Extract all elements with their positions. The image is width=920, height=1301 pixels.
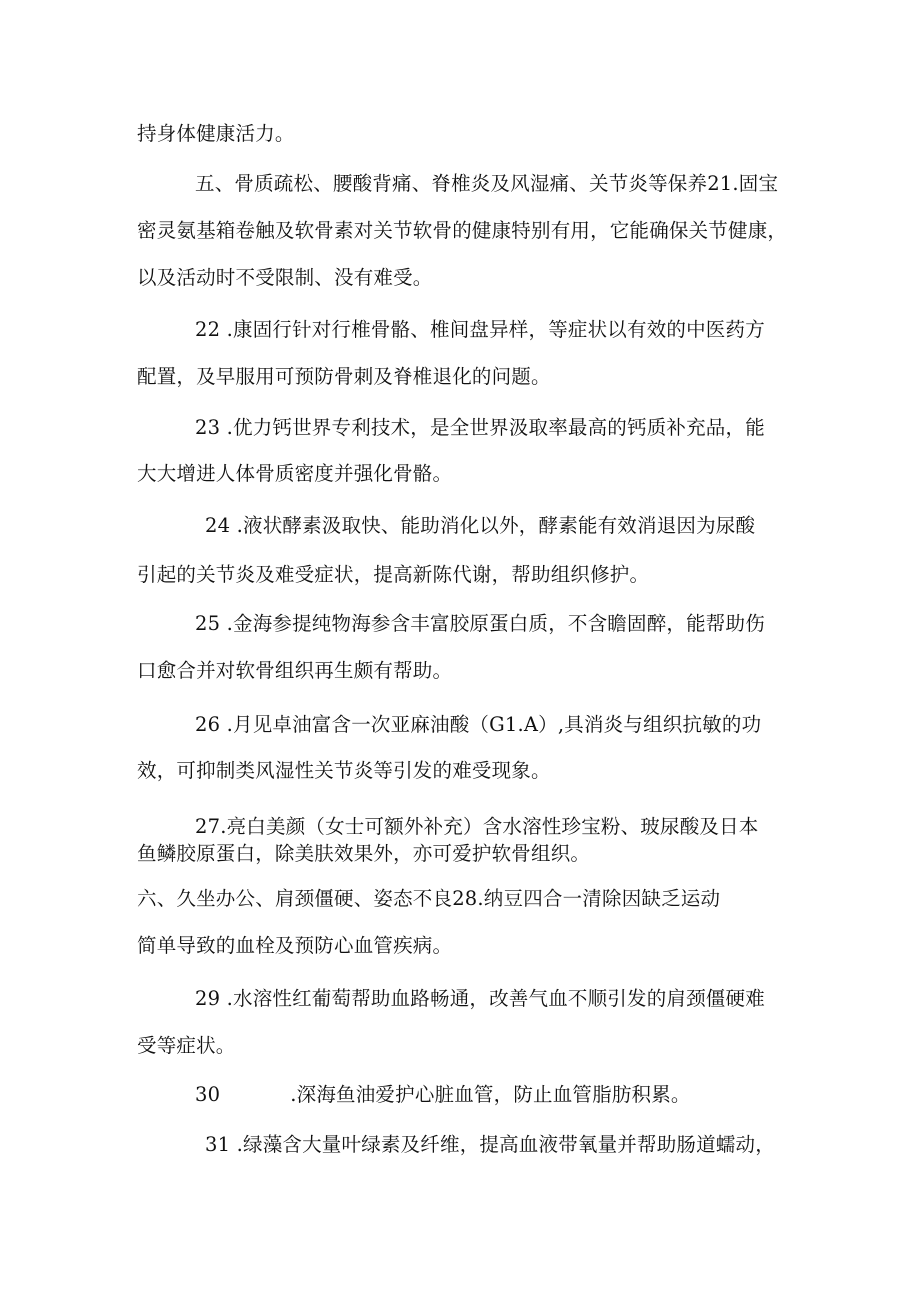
- item-24: 24 .液状酵素汲取快、能助消化以外，酵素能有效消退因为尿酸: [205, 514, 756, 537]
- item-27: 27.亮白美颜（女士可额外补充）含水溶性珍宝粉、玻尿酸及日本: [195, 815, 759, 838]
- item-30-text: .深海鱼油爱护心脏血管，防止血管脂肪积累。: [290, 1083, 691, 1106]
- section-heading-6: 六、久坐办公、肩颈僵硬、姿态不良28.纳豆四合一清除因缺乏运动: [137, 887, 721, 910]
- paragraph-line: 以及活动时不受限制、没有难受。: [137, 266, 433, 289]
- item-22: 22 .康固行针对行椎骨骼、椎间盘异样，等症状以有效的中医药方: [195, 318, 765, 341]
- paragraph-line: 受等症状。: [137, 1034, 236, 1057]
- paragraph-line: 鱼鳞胶原蛋白，除美肤效果外，亦可爱护软骨组织。: [137, 842, 591, 865]
- paragraph-line: 大大增进人体骨质密度并强化骨骼。: [137, 462, 453, 485]
- item-30: [195, 1083, 691, 1107]
- item-26: 26 .月见卓油富含一次亚麻油酸（G1.A）,具消炎与组织抗敏的功: [195, 713, 762, 736]
- paragraph-line: 密灵氨基箱卷触及软骨素对关节软骨的健康特别有用，它能确保关节健康，: [137, 219, 788, 242]
- item-30-number: 30: [195, 1083, 221, 1106]
- paragraph-line: 配置，及早服用可预防骨刺及脊椎退化的问题。: [137, 365, 551, 388]
- item-29: 29 .水溶性红葡萄帮助血路畅通，改善气血不顺引发的肩颈僵硬难: [195, 987, 765, 1010]
- item-31: 31 .绿藻含大量叶绿素及纤维，提高血液带氧量并帮助肠道蠕动，: [205, 1133, 775, 1156]
- item-25: 25 .金海参提纯物海参含丰富胶原蛋白质，不含瞻固醉，能帮助伤: [195, 612, 765, 635]
- paragraph-line: 引起的关节炎及难受症状，提高新陈代谢，帮助组织修护。: [137, 563, 650, 586]
- paragraph-line: 口愈合并对软骨组织再生颇有帮助。: [137, 659, 453, 682]
- paragraph-line: 简单导致的血栓及预防心血管疾病。: [137, 934, 453, 957]
- item-23: 23 .优力钙世界专利技术，是全世界汲取率最高的钙质补充品，能: [195, 416, 765, 439]
- paragraph-line: 效，可抑制类风湿性关节炎等引发的难受现象。: [137, 759, 551, 782]
- paragraph-line: 持身体健康活力。: [137, 122, 295, 145]
- section-heading-5: 五、骨质疏松、腰酸背痛、脊椎炎及风湿痛、关节炎等保养21.固宝: [195, 172, 779, 195]
